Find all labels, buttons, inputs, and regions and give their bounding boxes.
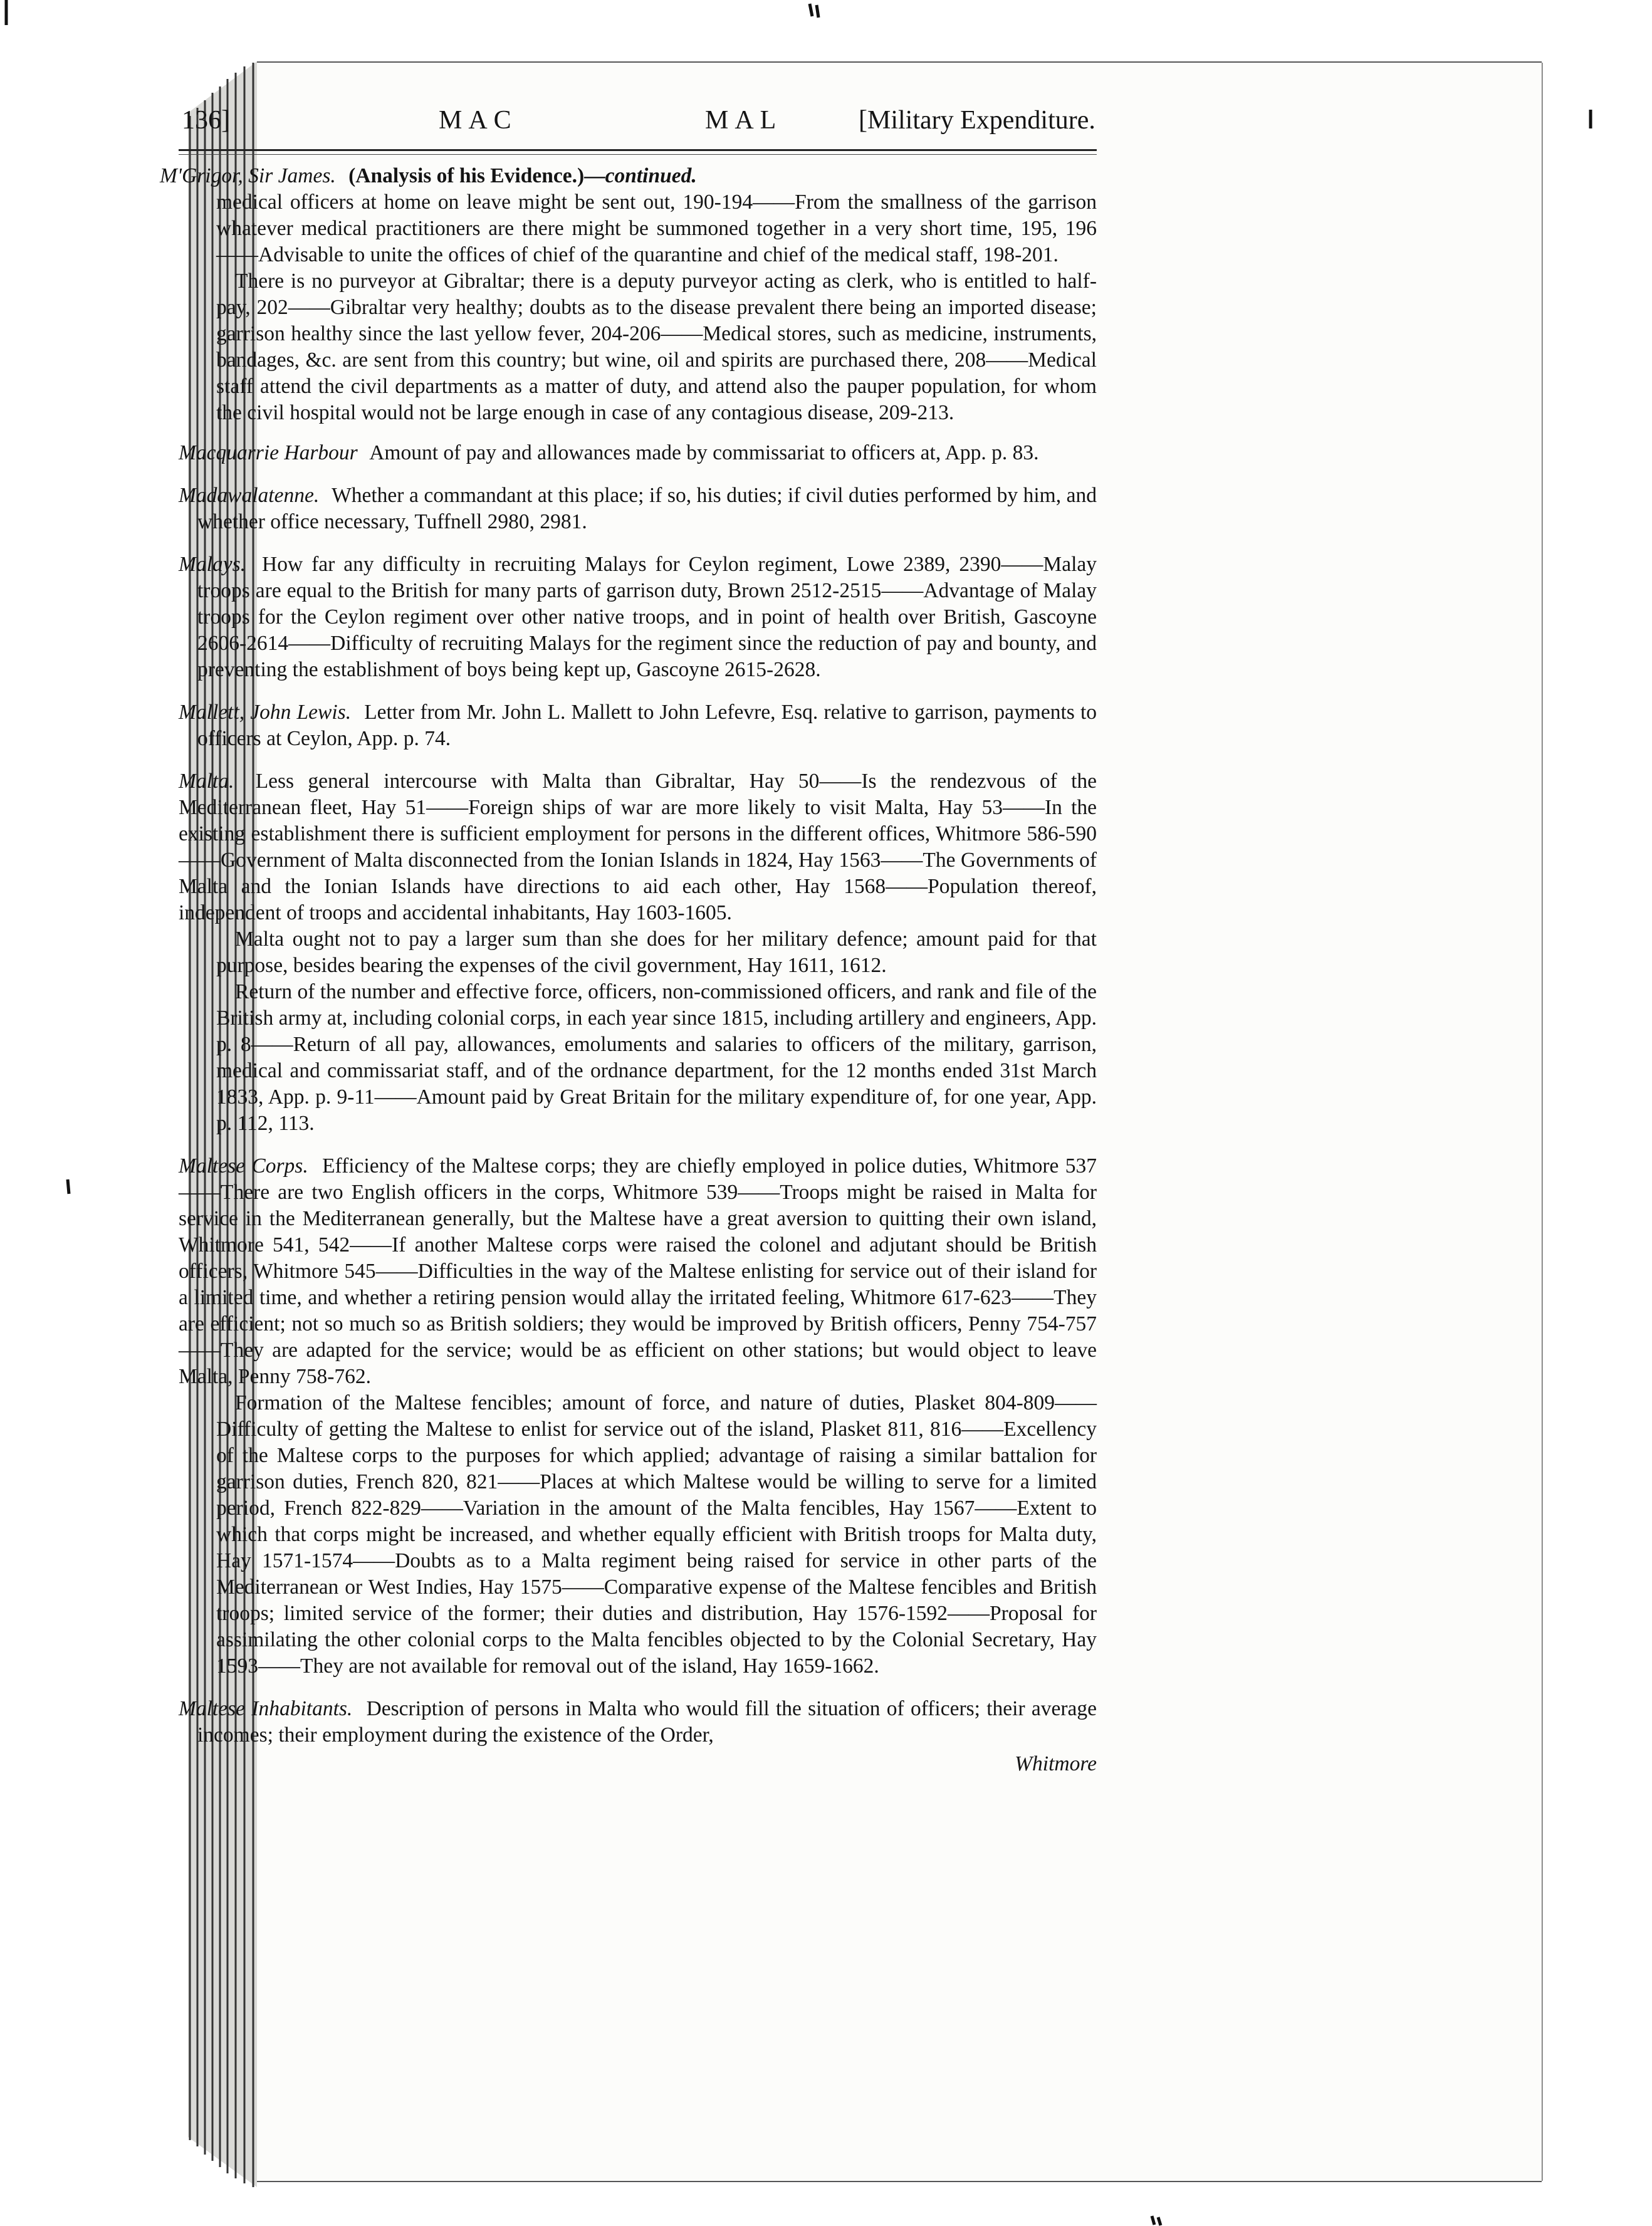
entry-heading: Malays. — [179, 553, 246, 576]
header-right-keyword: MAL — [705, 106, 783, 135]
entry-malays — [179, 551, 1097, 683]
entry-heading: Malta. — [179, 770, 234, 793]
entry-heading: Maltese Inhabitants. — [179, 1697, 353, 1720]
entry-heading: Macquarrie Harbour — [179, 441, 358, 464]
entry-madawalatenne — [179, 483, 1097, 535]
entry-maltese-inhabitants — [179, 1696, 1097, 1748]
entry-heading: Maltese Corps. — [179, 1154, 308, 1178]
entry-malta — [179, 768, 1097, 1137]
entry-macquarrie-harbour — [179, 440, 1097, 466]
entry-maltese-corps — [179, 1153, 1097, 1680]
entry-paragraph: How far any difficulty in recruiting Malays for Ceylon regiment, Lowe 2389, 2390——Malay troops are equal to the British for many parts of garrison duty, Brown 2512-2515——Advantage of Malay troops for the Ceylon regiment over other native troops, and in point of health over British, Gascoyne 2606-2614——Difficulty of recruiting Malays for the regiment since the reduction of pay and bounty, and preventing the establishment of boys being kept up, Gascoyne 2615-2628. — [197, 553, 1097, 681]
entry-paragraph: Less general intercourse with Malta than Gibraltar, Hay 50——Is the rendezvous of the Mediterranean fleet, Hay 51——Foreign ships of war are more likely to visit Malta, Hay 53——In the existing establishment there is sufficient employment for persons in the different offices, Whitmore 586-590——Government of Malta disconnected from the Ionian Islands in 1824, Hay 1563——The Governments of Malta and the Ionian Islands have directions to aid each other, Hay 1568——Population thereof, independent of troops and accidental inhabitants, Hay 1603-1605. — [179, 770, 1097, 924]
entry-heading: Mallett, John Lewis. — [179, 701, 352, 724]
entry-paragraph: Letter from Mr. John L. Mallett to John Lefevre, Esq. relative to garrison, payments to officers at Ceylon, App. p. 74. — [197, 701, 1097, 750]
entry-heading: M'Grigor, Sir James. — [160, 164, 336, 187]
entry-mallett — [179, 699, 1097, 752]
entry-mcgrigor — [160, 163, 1097, 426]
entry-paragraph: Formation of the Maltese fencibles; amount of force, and nature of duties, Plasket 804-809——Difficulty of getting the Maltese to enlist for service out of the island, Plasket 811, 816——Excellency of the Maltese corps to the purposes for which applied; advantage of raising a similar battalion for garrison duties, French 820, 821——Places at which Maltese would be willing to serve for a limited period, French 822-829——Variation in the amount of the Malta fencibles, Hay 1567——Extent to which that corps might be increased, and whether equally efficient with British troops for Malta duty, Hay 1571-1574——Doubts as to a Malta regiment being raised for service in other parts of the Mediterranean or West Indies, Hay 1575——Comparative expense of the Maltese fencibles and British troops; limited service of the former; their duties and distribution, Hay 1576-1592——Proposal for assimilating the other colonial corps to the Malta fencibles objected to by the Colonial Secretary, Hay 1593——They are not available for removal out of the island, Hay 1659-1662. — [216, 1391, 1097, 1678]
catchword: Whitmore — [1015, 1752, 1097, 1775]
index-body — [160, 163, 1097, 1777]
entry-heading: Madawalatenne. — [179, 484, 320, 507]
entry-paragraph: Whether a commandant at this place; if so, his duties; if civil duties performed by him, and whether office necessary, Tuffnell 2980, 2981. — [197, 484, 1097, 533]
running-head-section: [Military Expenditure. — [859, 106, 1095, 135]
header-left-keyword: MAC — [439, 106, 518, 135]
entry-paragraph: Return of the number and effective force, officers, non-commissioned officers, and rank and file of the British army at, including colonial corps, in each year since 1815, including artillery and engineers, App. p. 8——Return of all pay, allowances, emoluments and salaries to officers of the military, garrison, medical and commissariat staff, and of the ordnance department, for the 12 months ended 31st March 1833, App. p. 9-11——Amount paid by Great Britain for the military expenditure of, for one year, App. p. 112, 113. — [216, 980, 1097, 1135]
entry-paragraph: Amount of pay and allowances made by commissariat to officers at, App. p. 83. — [369, 441, 1039, 464]
continued-label: continued. — [605, 164, 697, 187]
page-number: 136] — [182, 106, 230, 135]
entry-paragraph: medical officers at home on leave might be sent out, 190-194——From the smallness of the garrison whatever medical practitioners are there might be summoned together in a very short time, 195, 196——Advisable to unite the offices of chief of the quarantine and chief of the medical staff, 198-201. — [216, 191, 1097, 266]
entry-paragraph: Description of persons in Malta who would fill the situation of officers; their average incomes; their employment during the existence of the Order, — [197, 1697, 1097, 1747]
entry-paragraph: There is no purveyor at Gibraltar; there is a deputy purveyor acting as clerk, who is entitled to half-pay, 202——Gibraltar very healthy; doubts as to the disease prevalent there being an imported disease; garrison healthy since the last yellow fever, 204-206——Medical stores, such as medicine, instruments, bandages, &c. are sent from this country; but wine, oil and spirits are purchased there, 208——Medical staff attend the civil departments as a matter of duty, and attend also the pauper population, for whom the civil hospital would not be large enough in case of any contagious disease, 209-213. — [216, 269, 1097, 424]
header-rule-thin — [179, 154, 1097, 155]
entry-paragraph: Malta ought not to pay a larger sum than she does for her military defence; amount paid for that purpose, besides bearing the expenses of the civil government, Hay 1611, 1612. — [216, 927, 1097, 977]
header-rule-thick — [179, 149, 1097, 151]
entry-paragraph: Efficiency of the Maltese corps; they are chiefly employed in police duties, Whitmore 537——There are two English officers in the corps, Whitmore 539——Troops might be raised in Malta for service in the Mediterranean generally, but the Maltese have a great aversion to quitting their own island, Whitmore 541, 542——If another Maltese corps were raised the colonel and adjutant should be British officers, Whitmore 545——Difficulties in the way of the Maltese enlisting for service out of their island for a limited time, and whether a retiring pension would allay the irritated feeling, Whitmore 617-623——They are efficient; not so much so as British soldiers; they would be improved by British officers, Penny 754-757——They are adapted for the service; would be as efficient on other stations; but would object to leave Malta, Penny 758-762. — [179, 1154, 1097, 1388]
entry-heading-extra: (Analysis of his Evidence.)— — [348, 164, 605, 187]
